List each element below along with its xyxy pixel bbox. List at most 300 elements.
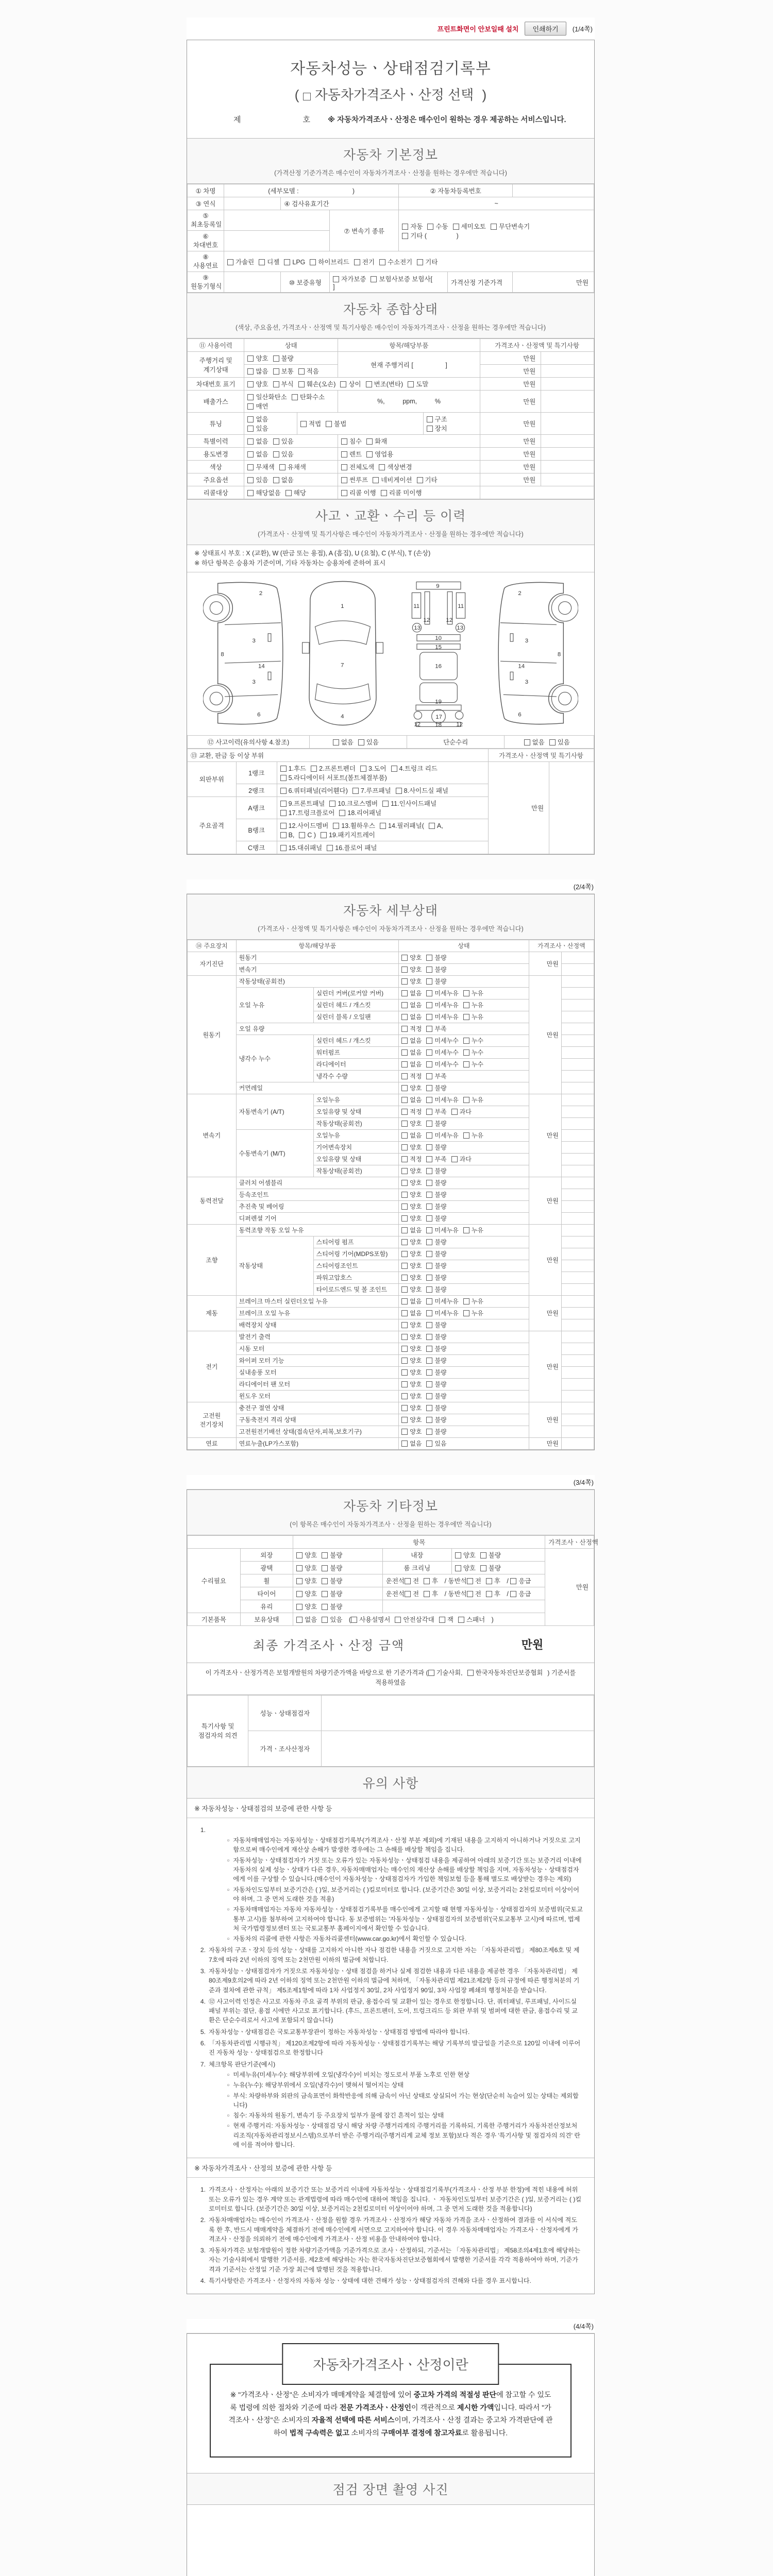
checkbox-option[interactable] (426, 965, 446, 974)
checkbox-icon[interactable] (296, 1578, 303, 1584)
checkbox-icon[interactable] (366, 451, 373, 457)
checkbox-option[interactable] (401, 1427, 422, 1436)
checkbox-icon[interactable] (426, 1002, 432, 1008)
checkbox-option[interactable] (360, 764, 386, 773)
checkbox-icon[interactable] (453, 224, 459, 230)
checkbox-option[interactable] (280, 799, 325, 808)
checkbox-icon[interactable] (426, 1251, 432, 1257)
checkbox-option[interactable] (284, 259, 305, 266)
checkbox-option[interactable] (426, 1368, 446, 1377)
checkbox-icon[interactable] (426, 1061, 432, 1067)
checkbox-icon[interactable] (426, 1334, 432, 1340)
checkbox-option[interactable] (247, 379, 268, 388)
checkbox-icon[interactable] (401, 990, 408, 996)
checkbox-icon[interactable] (322, 1617, 328, 1623)
checkbox-icon[interactable] (395, 1617, 401, 1623)
checkbox-icon[interactable] (341, 490, 347, 496)
checkbox-option[interactable] (463, 1012, 483, 1021)
checkbox-option[interactable] (341, 436, 362, 446)
checkbox-option[interactable] (401, 1226, 422, 1234)
checkbox-option[interactable] (247, 366, 268, 376)
checkbox-option[interactable] (296, 1576, 317, 1585)
checkbox-option[interactable] (296, 1563, 317, 1572)
checkbox-icon[interactable] (426, 1393, 432, 1399)
checkbox-icon[interactable] (401, 1440, 408, 1447)
checkbox-icon[interactable] (285, 490, 292, 496)
checkbox-icon[interactable] (408, 381, 414, 387)
checkbox-option[interactable] (426, 1403, 446, 1412)
checkbox-option[interactable] (401, 1178, 422, 1187)
checkbox-icon[interactable] (426, 1204, 432, 1210)
checkbox-option[interactable] (273, 366, 294, 376)
checkbox-option[interactable] (408, 379, 428, 388)
checkbox-option[interactable] (426, 1001, 458, 1009)
checkbox-icon[interactable] (426, 1085, 432, 1091)
checkbox-icon[interactable] (486, 1591, 492, 1597)
checkbox-icon[interactable] (426, 1097, 432, 1103)
checkbox-icon[interactable] (426, 1263, 432, 1269)
checkbox-option[interactable] (327, 843, 377, 852)
checkbox-icon[interactable] (247, 438, 254, 445)
checkbox-option[interactable] (401, 1403, 422, 1412)
checkbox-icon[interactable] (401, 1275, 408, 1281)
checkbox-icon[interactable] (401, 1132, 408, 1139)
checkbox-option[interactable] (463, 989, 483, 997)
checkbox-icon[interactable] (273, 381, 279, 387)
checkbox-icon[interactable] (339, 810, 345, 816)
checkbox-option[interactable] (486, 1589, 500, 1598)
checkbox-option[interactable] (401, 1202, 422, 1211)
checkbox-icon[interactable] (480, 1552, 486, 1558)
checkbox-icon[interactable] (426, 1322, 432, 1328)
checkbox-option[interactable] (296, 1589, 317, 1598)
checkbox-option[interactable] (322, 1550, 342, 1560)
checkbox-icon[interactable] (401, 1038, 408, 1044)
checkbox-icon[interactable] (401, 1251, 408, 1257)
checkbox-option[interactable] (426, 1261, 446, 1270)
checkbox-option[interactable] (341, 475, 368, 484)
checkbox-option[interactable] (279, 462, 306, 471)
checkbox-option[interactable] (402, 222, 423, 231)
checkbox-icon[interactable] (463, 1298, 469, 1304)
checkbox-option[interactable] (381, 488, 422, 497)
checkbox-option[interactable] (463, 1226, 483, 1234)
checkbox-icon[interactable] (247, 426, 254, 432)
checkbox-option[interactable] (322, 1615, 342, 1624)
checkbox-option[interactable] (299, 832, 316, 839)
checkbox-option[interactable] (322, 1563, 342, 1572)
checkbox-icon[interactable] (280, 788, 287, 794)
checkbox-icon[interactable] (463, 1310, 469, 1316)
checkbox-icon[interactable] (298, 368, 305, 375)
checkbox-option[interactable] (463, 1309, 483, 1317)
checkbox-icon[interactable] (402, 233, 408, 239)
checkbox-icon[interactable] (401, 1298, 408, 1304)
checkbox-option[interactable] (426, 1415, 446, 1424)
checkbox-option[interactable] (426, 1285, 446, 1294)
checkbox-icon[interactable] (247, 355, 254, 362)
checkbox-icon[interactable] (524, 739, 530, 745)
checkbox-icon[interactable] (486, 1578, 492, 1584)
checkbox-icon[interactable] (280, 823, 287, 829)
checkbox-icon[interactable] (401, 1310, 408, 1316)
checkbox-option[interactable] (426, 1332, 446, 1341)
checkbox-option[interactable] (427, 423, 447, 433)
checkbox-option[interactable] (396, 786, 448, 795)
checkbox-option[interactable] (426, 1048, 458, 1057)
checkbox-option[interactable] (354, 257, 375, 266)
checkbox-option[interactable] (303, 84, 474, 104)
checkbox-option[interactable] (333, 821, 375, 830)
checkbox-option[interactable] (341, 462, 374, 471)
checkbox-icon[interactable] (510, 1578, 516, 1584)
checkbox-icon[interactable] (424, 1578, 430, 1584)
checkbox-option[interactable] (401, 1155, 422, 1163)
checkbox-icon[interactable] (280, 832, 287, 838)
checkbox-option[interactable] (322, 1589, 342, 1598)
checkbox-option[interactable] (401, 989, 422, 997)
checkbox-icon[interactable] (463, 1061, 469, 1067)
checkbox-option[interactable] (510, 1576, 531, 1585)
checkbox-option[interactable] (351, 1615, 390, 1624)
checkbox-option[interactable] (426, 1036, 458, 1045)
checkbox-icon[interactable] (417, 259, 423, 265)
checkbox-icon[interactable] (417, 477, 423, 483)
checkbox-option[interactable] (247, 401, 268, 411)
checkbox-icon[interactable] (381, 490, 387, 496)
checkbox-icon[interactable] (247, 381, 254, 387)
checkbox-icon[interactable] (401, 1097, 408, 1103)
checkbox-option[interactable] (247, 475, 268, 484)
checkbox-icon[interactable] (426, 1417, 432, 1423)
checkbox-icon[interactable] (247, 477, 254, 483)
checkbox-icon[interactable] (341, 464, 347, 470)
checkbox-option[interactable] (379, 257, 412, 266)
checkbox-icon[interactable] (426, 955, 432, 961)
checkbox-icon[interactable] (310, 259, 316, 265)
checkbox-icon[interactable] (401, 1180, 408, 1186)
checkbox-icon[interactable] (380, 823, 386, 829)
checkbox-option[interactable] (333, 737, 354, 747)
checkbox-icon[interactable] (273, 477, 279, 483)
checkbox-icon[interactable] (329, 801, 335, 807)
checkbox-option[interactable] (358, 737, 379, 747)
checkbox-option[interactable] (401, 1415, 422, 1424)
checkbox-option[interactable] (486, 1576, 500, 1585)
checkbox-icon[interactable] (549, 739, 556, 745)
checkbox-option[interactable] (401, 1166, 422, 1175)
checkbox-option[interactable] (426, 1143, 446, 1151)
checkbox-option[interactable] (439, 1615, 453, 1624)
checkbox-option[interactable] (424, 1589, 438, 1598)
checkbox-option[interactable] (401, 953, 422, 962)
checkbox-icon[interactable] (458, 1617, 464, 1623)
checkbox-option[interactable] (426, 1238, 446, 1246)
checkbox-icon[interactable] (296, 1604, 303, 1610)
checkbox-option[interactable] (366, 379, 404, 388)
checkbox-option[interactable] (426, 1344, 446, 1353)
checkbox-icon[interactable] (463, 990, 469, 996)
checkbox-icon[interactable] (401, 1049, 408, 1056)
checkbox-icon[interactable] (426, 1073, 432, 1079)
checkbox-icon[interactable] (340, 381, 346, 387)
checkbox-option[interactable] (426, 1166, 446, 1175)
checkbox-option[interactable] (310, 257, 349, 266)
checkbox-icon[interactable] (424, 1591, 430, 1597)
checkbox-option[interactable] (401, 1439, 422, 1448)
checkbox-option[interactable] (311, 764, 356, 773)
checkbox-icon[interactable] (401, 1239, 408, 1245)
checkbox-option[interactable] (463, 1036, 483, 1045)
checkbox-option[interactable] (341, 449, 362, 459)
checkbox-option[interactable] (480, 1563, 501, 1572)
checkbox-option[interactable] (382, 799, 436, 808)
checkbox-icon[interactable] (463, 1097, 469, 1103)
checkbox-icon[interactable] (426, 1239, 432, 1245)
checkbox-option[interactable] (455, 1550, 476, 1560)
checkbox-option[interactable] (273, 353, 294, 363)
checkbox-option[interactable] (247, 414, 268, 423)
checkbox-icon[interactable] (352, 788, 359, 794)
checkbox-option[interactable] (340, 379, 361, 388)
checkbox-option[interactable] (298, 379, 336, 388)
checkbox-icon[interactable] (366, 438, 373, 445)
checkbox-icon[interactable] (401, 1405, 408, 1411)
checkbox-icon[interactable] (426, 1180, 432, 1186)
checkbox-icon[interactable] (426, 978, 432, 985)
checkbox-option[interactable] (427, 414, 447, 423)
checkbox-option[interactable] (401, 1143, 422, 1151)
checkbox-icon[interactable] (333, 739, 339, 745)
checkbox-icon[interactable] (280, 845, 287, 851)
checkbox-option[interactable] (426, 1178, 446, 1187)
checkbox-icon[interactable] (322, 1604, 328, 1610)
checkbox-option[interactable] (280, 832, 295, 839)
checkbox-option[interactable] (401, 1320, 422, 1329)
checkbox-option[interactable] (322, 1602, 342, 1611)
checkbox-icon[interactable] (247, 403, 254, 410)
checkbox-icon[interactable] (379, 464, 385, 470)
checkbox-option[interactable] (401, 1060, 422, 1069)
checkbox-icon[interactable] (426, 1156, 432, 1162)
checkbox-option[interactable] (401, 1012, 422, 1021)
checkbox-option[interactable] (401, 965, 422, 974)
checkbox-option[interactable] (463, 1297, 483, 1306)
checkbox-option[interactable] (401, 977, 422, 986)
checkbox-option[interactable] (429, 822, 443, 829)
checkbox-icon[interactable] (426, 1358, 432, 1364)
checkbox-icon[interactable] (510, 1591, 516, 1597)
checkbox-icon[interactable] (401, 1156, 408, 1162)
checkbox-option[interactable] (341, 488, 376, 497)
checkbox-icon[interactable] (401, 967, 408, 973)
checkbox-option[interactable] (426, 953, 446, 962)
checkbox-icon[interactable] (426, 1026, 432, 1032)
checkbox-icon[interactable] (426, 1440, 432, 1447)
checkbox-option[interactable] (401, 1249, 422, 1258)
checkbox-option[interactable] (321, 830, 375, 839)
checkbox-icon[interactable] (426, 1038, 432, 1044)
checkbox-option[interactable] (380, 821, 424, 830)
checkbox-option[interactable] (366, 449, 393, 459)
checkbox-option[interactable] (300, 419, 321, 428)
checkbox-option[interactable] (401, 1036, 422, 1045)
checkbox-option[interactable] (426, 1131, 458, 1140)
checkbox-icon[interactable] (273, 451, 279, 457)
checkbox-option[interactable] (405, 1576, 419, 1585)
checkbox-icon[interactable] (333, 276, 339, 282)
checkbox-icon[interactable] (467, 1670, 474, 1676)
checkbox-icon[interactable] (401, 1215, 408, 1222)
checkbox-icon[interactable] (280, 801, 287, 807)
checkbox-icon[interactable] (327, 845, 333, 851)
checkbox-icon[interactable] (227, 259, 233, 265)
checkbox-icon[interactable] (405, 1591, 411, 1597)
checkbox-icon[interactable] (401, 1192, 408, 1198)
checkbox-option[interactable] (467, 1576, 481, 1585)
checkbox-option[interactable] (371, 274, 432, 283)
checkbox-icon[interactable] (391, 766, 397, 772)
checkbox-option[interactable] (510, 1589, 531, 1598)
checkbox-icon[interactable] (296, 1617, 303, 1623)
checkbox-option[interactable] (401, 1095, 422, 1104)
checkbox-option[interactable] (401, 1285, 422, 1294)
checkbox-option[interactable] (426, 1226, 458, 1234)
checkbox-icon[interactable] (303, 93, 311, 100)
checkbox-icon[interactable] (333, 823, 339, 829)
checkbox-option[interactable] (426, 1060, 458, 1069)
checkbox-icon[interactable] (354, 259, 360, 265)
checkbox-icon[interactable] (455, 1552, 461, 1558)
checkbox-icon[interactable] (401, 1381, 408, 1387)
checkbox-icon[interactable] (382, 801, 389, 807)
checkbox-icon[interactable] (463, 1132, 469, 1139)
checkbox-option[interactable] (401, 1332, 422, 1341)
checkbox-option[interactable] (426, 1309, 458, 1317)
checkbox-icon[interactable] (401, 1393, 408, 1399)
checkbox-option[interactable] (285, 488, 306, 497)
checkbox-icon[interactable] (360, 766, 366, 772)
checkbox-icon[interactable] (401, 1358, 408, 1364)
checkbox-option[interactable] (280, 843, 323, 852)
checkbox-icon[interactable] (401, 978, 408, 985)
checkbox-icon[interactable] (426, 967, 432, 973)
checkbox-option[interactable] (401, 1131, 422, 1140)
checkbox-option[interactable] (401, 1048, 422, 1057)
checkbox-option[interactable] (426, 1107, 446, 1116)
checkbox-icon[interactable] (280, 775, 287, 781)
checkbox-option[interactable] (426, 1297, 458, 1306)
checkbox-option[interactable] (273, 449, 294, 459)
checkbox-option[interactable] (401, 1261, 422, 1270)
checkbox-option[interactable] (426, 1392, 446, 1400)
checkbox-option[interactable] (273, 379, 294, 388)
checkbox-icon[interactable] (273, 438, 279, 445)
checkbox-icon[interactable] (426, 1215, 432, 1222)
checkbox-option[interactable] (401, 1072, 422, 1080)
checkbox-option[interactable] (401, 1119, 422, 1128)
checkbox-option[interactable] (426, 1380, 446, 1388)
checkbox-option[interactable] (463, 1048, 483, 1057)
checkbox-option[interactable] (426, 1190, 446, 1199)
checkbox-icon[interactable] (428, 1670, 434, 1676)
checkbox-option[interactable] (366, 436, 387, 446)
checkbox-icon[interactable] (322, 1591, 328, 1597)
checkbox-icon[interactable] (401, 1144, 408, 1150)
checkbox-icon[interactable] (401, 1417, 408, 1423)
checkbox-icon[interactable] (426, 1369, 432, 1376)
checkbox-option[interactable] (426, 989, 458, 997)
checkbox-icon[interactable] (426, 1405, 432, 1411)
checkbox-option[interactable] (280, 786, 348, 795)
checkbox-option[interactable] (424, 1576, 438, 1585)
checkbox-option[interactable] (401, 1238, 422, 1246)
checkbox-option[interactable] (352, 786, 391, 795)
checkbox-icon[interactable] (401, 1204, 408, 1210)
checkbox-icon[interactable] (322, 1578, 328, 1584)
checkbox-option[interactable] (296, 1615, 317, 1624)
checkbox-icon[interactable] (321, 832, 327, 838)
checkbox-option[interactable] (322, 1576, 342, 1585)
checkbox-icon[interactable] (280, 810, 287, 816)
checkbox-icon[interactable] (451, 1156, 458, 1162)
checkbox-option[interactable] (417, 257, 438, 266)
checkbox-icon[interactable] (322, 1552, 328, 1558)
checkbox-option[interactable] (401, 1356, 422, 1365)
checkbox-option[interactable] (455, 1563, 476, 1572)
checkbox-icon[interactable] (401, 1263, 408, 1269)
checkbox-icon[interactable] (401, 1002, 408, 1008)
checkbox-option[interactable] (401, 1214, 422, 1223)
checkbox-icon[interactable] (401, 1073, 408, 1079)
checkbox-icon[interactable] (427, 224, 433, 230)
checkbox-icon[interactable] (401, 1109, 408, 1115)
checkbox-icon[interactable] (439, 1617, 445, 1623)
checkbox-icon[interactable] (401, 1168, 408, 1174)
checkbox-option[interactable] (417, 475, 438, 484)
checkbox-icon[interactable] (426, 1168, 432, 1174)
checkbox-option[interactable] (296, 1550, 317, 1560)
checkbox-option[interactable] (379, 462, 412, 471)
checkbox-option[interactable] (426, 1155, 446, 1163)
checkbox-icon[interactable] (426, 1109, 432, 1115)
checkbox-option[interactable] (401, 1344, 422, 1353)
checkbox-option[interactable] (458, 1615, 485, 1624)
checkbox-option[interactable] (247, 488, 280, 497)
checkbox-icon[interactable] (296, 1591, 303, 1597)
checkbox-icon[interactable] (298, 381, 305, 387)
checkbox-icon[interactable] (426, 1144, 432, 1150)
checkbox-option[interactable] (426, 1119, 446, 1128)
checkbox-icon[interactable] (401, 1322, 408, 1328)
checkbox-icon[interactable] (426, 1429, 432, 1435)
checkbox-option[interactable] (428, 1668, 463, 1679)
checkbox-icon[interactable] (292, 394, 298, 400)
checkbox-icon[interactable] (247, 464, 254, 470)
checkbox-icon[interactable] (273, 355, 279, 362)
checkbox-icon[interactable] (426, 1014, 432, 1020)
checkbox-option[interactable] (467, 1589, 481, 1598)
checkbox-icon[interactable] (259, 259, 265, 265)
checkbox-icon[interactable] (341, 477, 347, 483)
checkbox-icon[interactable] (273, 368, 279, 375)
checkbox-option[interactable] (391, 764, 438, 773)
checkbox-option[interactable] (549, 737, 570, 747)
checkbox-icon[interactable] (326, 421, 332, 427)
checkbox-icon[interactable] (401, 1227, 408, 1233)
checkbox-icon[interactable] (300, 421, 307, 427)
checkbox-icon[interactable] (379, 259, 385, 265)
